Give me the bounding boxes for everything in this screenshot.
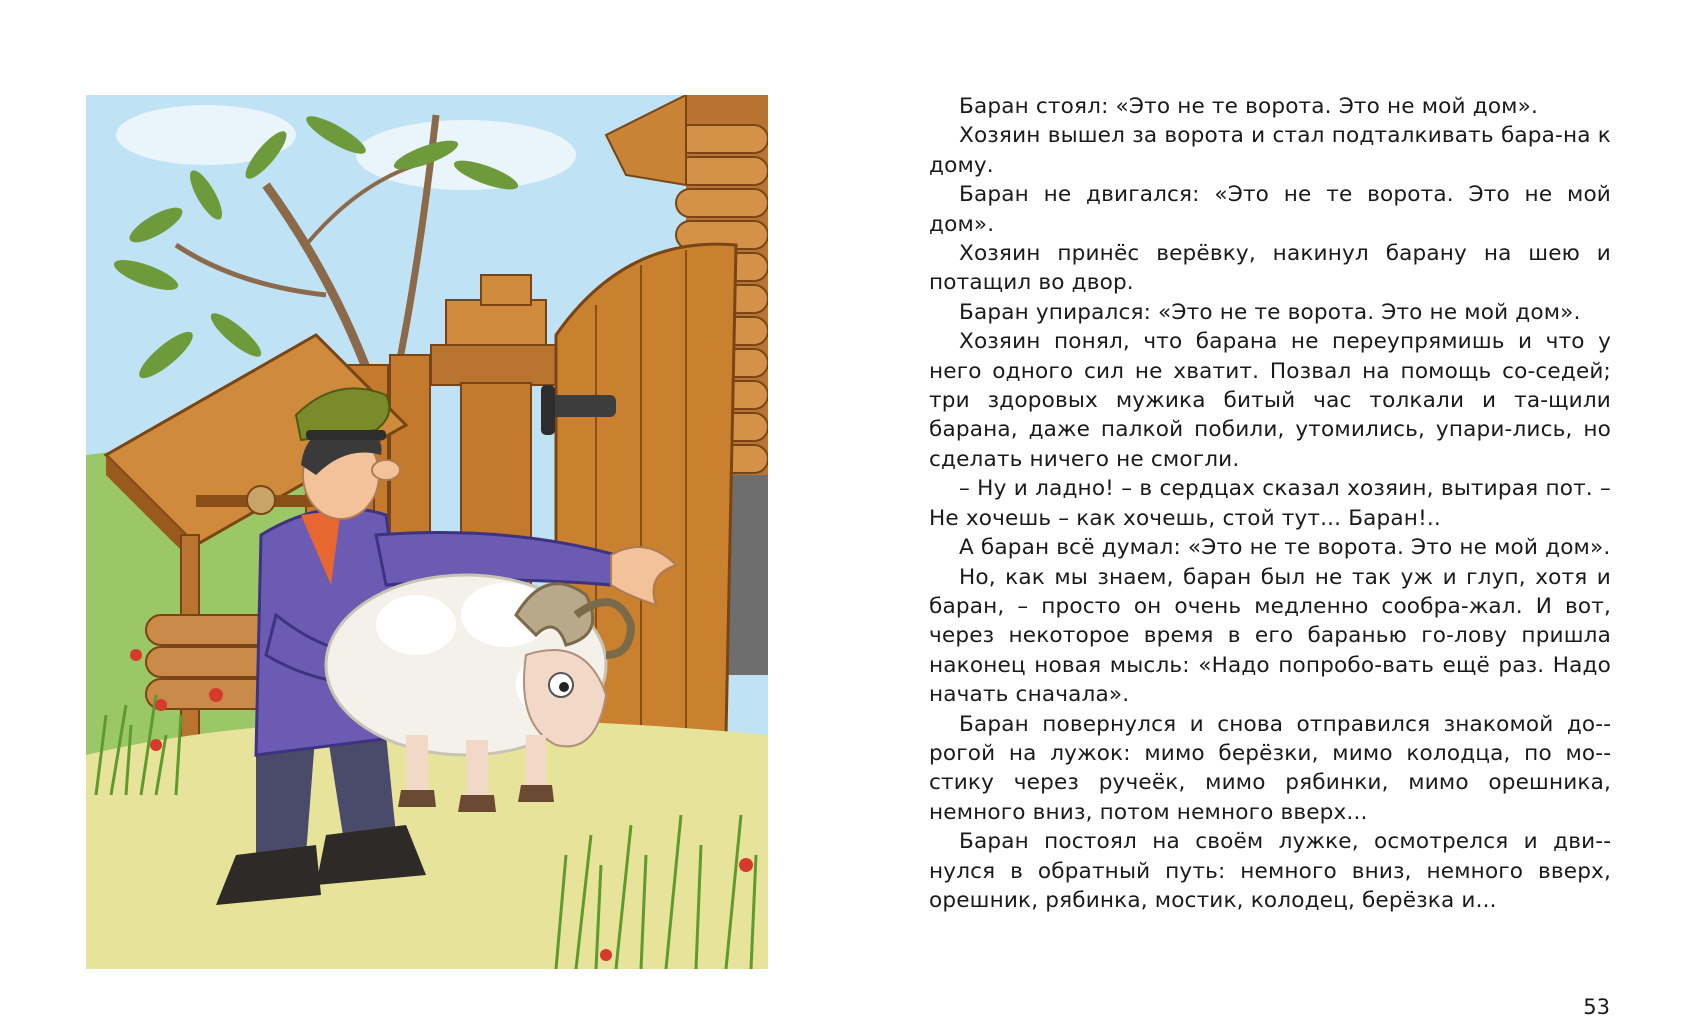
paragraph: Баран упирался: «Это не те ворота. Это не мой дом». <box>959 299 1581 325</box>
paragraph: – Ну и ладно! – в сердцах сказал хозяин, вытирая пот. – Не хочешь – как хочешь, стой тут... Баран!.. <box>929 476 1611 531</box>
paragraph: А баран всё думал: «Это не те ворота. Это не мой дом». <box>959 535 1611 561</box>
paragraph: Баран стоял: «Это не те ворота. Это не мой дом». <box>959 94 1539 119</box>
paragraph: Но, как мы знаем, баран был не так уж и глуп, хотя и баран, – просто он очень медленно сообра-жал. И вот, через некоторое время в его баранью го-лову пришла наконец новая мысль: «Надо попробо-вать ещё раз. Надо начать сначала». <box>929 564 1611 708</box>
paragraph: Хозяин принёс верёвку, накинул барану на шею и потащил во двор. <box>929 241 1611 296</box>
paragraph: Хозяин вышел за ворота и стал подталкивать бара-на к дому. <box>929 123 1611 178</box>
page-number: 53 <box>1583 995 1610 1019</box>
paragraph: Баран не двигался: «Это не те ворота. Это не мой дом». <box>929 182 1611 237</box>
cloud <box>356 120 576 190</box>
paragraph: Хозяин понял, что барана не переупрямишь и что у него одного сил не хватит. Позвал на помощь со-седей; три здоровых мужика битый час толкали и та-щили барана, даже палкой побили, утомились, упари-лись, но сделать ничего не смогли. <box>929 329 1611 472</box>
paragraph: Баран постоял на своём лужке, осмотрелся и дви-нулся в обратный путь: немного вниз, немного вверх, орешник, рябинка, мостик, колодец, берёзка и... <box>929 829 1611 913</box>
story-illustration <box>86 95 768 969</box>
story-text <box>929 92 1611 915</box>
paragraph: Баран повернулся и снова отправился знакомой до-рогой на лужок: мимо берёзки, мимо колодца, по мо-стику через ручеёк, мимо рябинки, мимо орешника, немного вниз, потом немного вверх... <box>929 711 1611 825</box>
illustration-drawing <box>86 95 768 969</box>
